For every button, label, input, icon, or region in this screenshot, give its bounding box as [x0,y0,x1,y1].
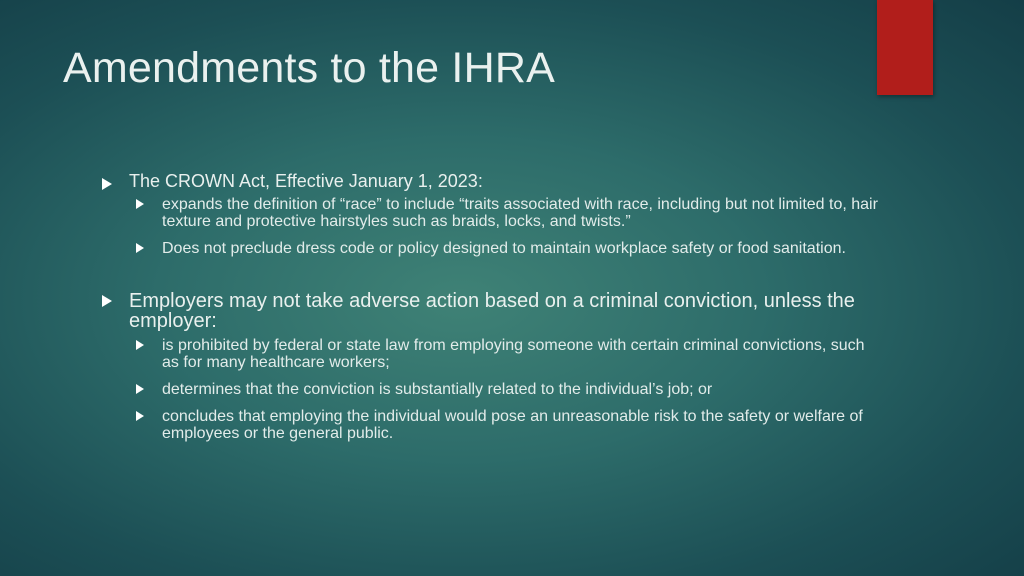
subbullet-text: is prohibited by federal or state law from employing someone with certain criminal convictions, such as for many healthcare workers; [162,337,865,371]
subbullet-list [100,196,880,257]
red-accent-bar [877,0,933,95]
subbullet-arrow-icon [136,340,144,350]
bullet-arrow-icon [102,178,112,190]
subbullet-arrow-icon [136,384,144,394]
bullet-item [100,291,880,331]
bullet-text: Employers may not take adverse action based on a criminal conviction, unless the employer: [129,290,855,332]
slide-content [100,172,880,452]
bullet-arrow-icon [102,295,112,307]
subbullet-list [100,337,880,442]
subbullet-arrow-icon [136,243,144,253]
subbullet-arrow-icon [136,199,144,209]
subbullet-text: Does not preclude dress code or policy designed to maintain workplace safety or food sanitation. [162,240,846,257]
bullet-text: The CROWN Act, Effective January 1, 2023: [129,171,483,191]
subbullet-text: expands the definition of “race” to include “traits associated with race, including but not limited to, hair texture and protective hairstyles such as braids, locks, and twists.” [162,196,878,230]
subbullet-text: concludes that employing the individual would pose an unreasonable risk to the safety or welfare of employees or the general public. [162,408,863,442]
slide-title: Amendments to the IHRA [63,44,555,92]
subbullet-item [134,381,880,398]
bullet-group-crown-act [100,172,880,257]
subbullet-item [134,196,880,230]
bullet-item [100,172,880,190]
subbullet-item [134,240,880,257]
subbullet-item [134,337,880,371]
subbullet-item [134,408,880,442]
subbullet-arrow-icon [136,411,144,421]
bullet-group-criminal-conviction [100,291,880,442]
subbullet-text: determines that the conviction is substantially related to the individual’s job; or [162,381,713,398]
